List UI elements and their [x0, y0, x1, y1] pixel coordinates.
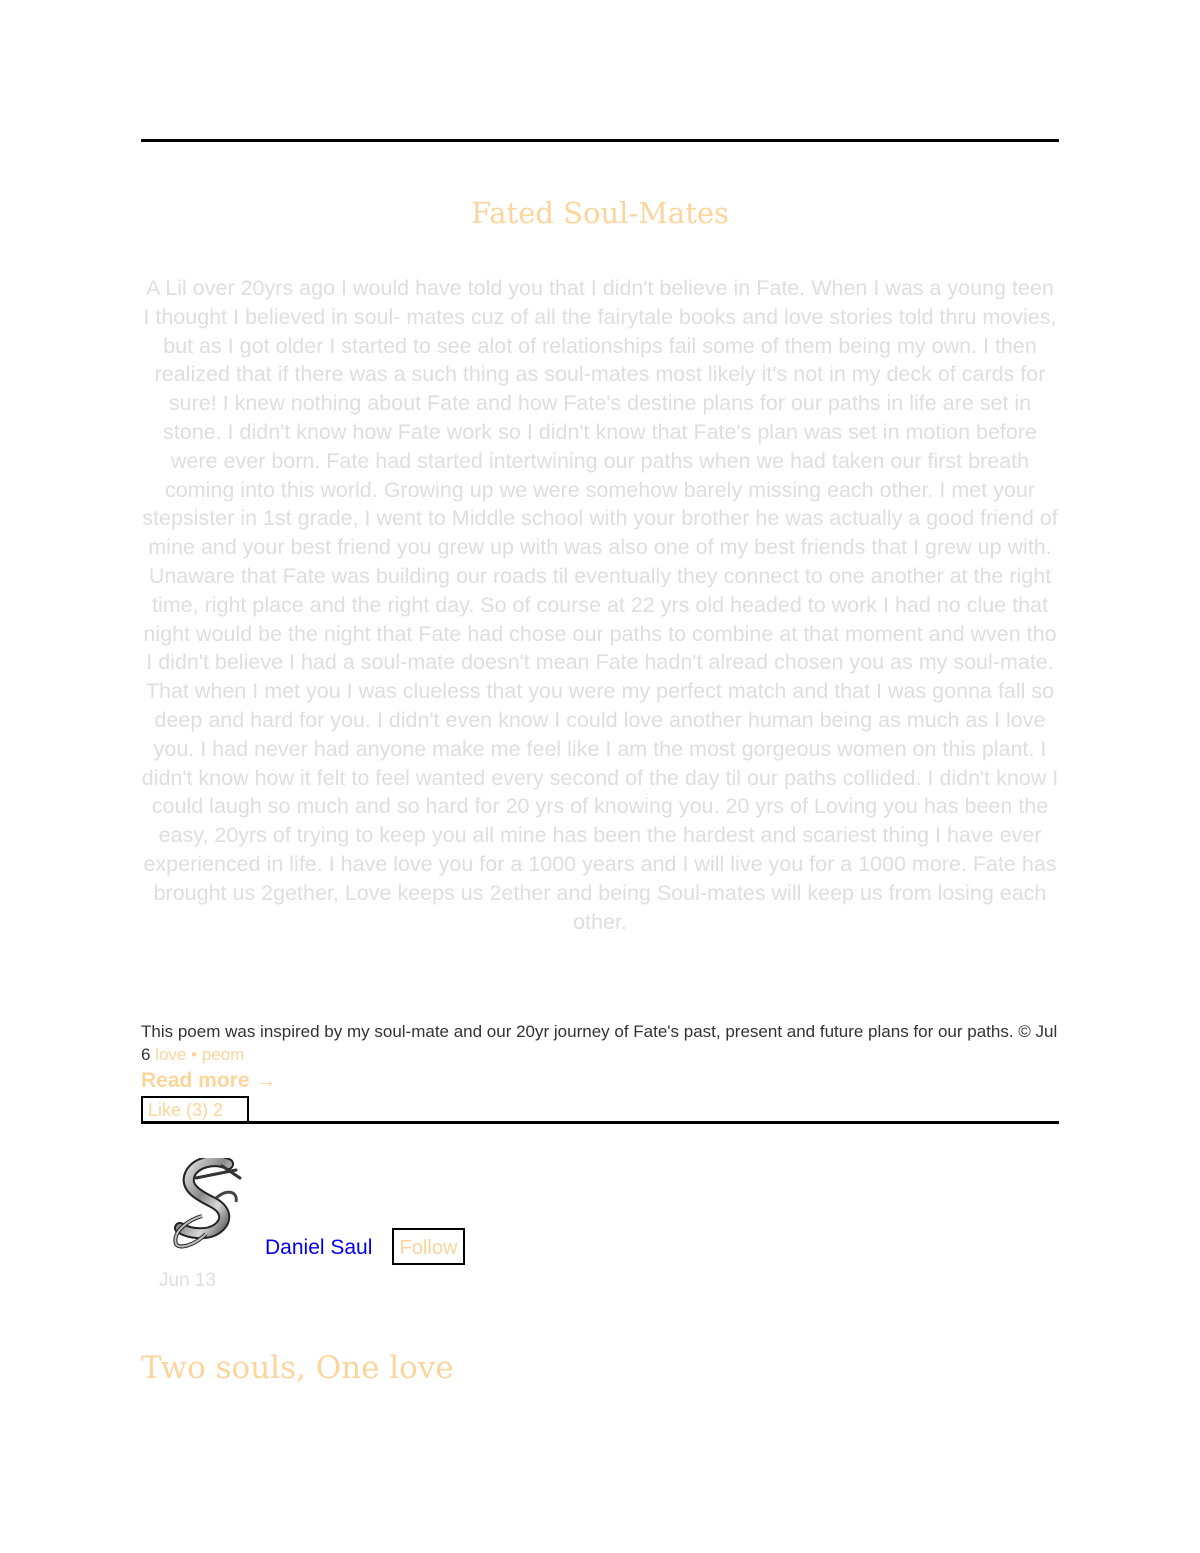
poem-body: A Lil over 20yrs ago I would have told you that I didn't believe in Fate. When I was a young teen I thought I believed in soul- mates cuz of all the fairytale books and love stories told thru movies, but as I got older I started to see alot of relationships fail some of them being my own. I then realized that if there was a such thing as soul-mates most likely it's not in my deck of cards for sure! I knew nothing about Fate and how Fate's destine plans for our paths in life are set in stone. I didn't know how Fate work so I didn't know that Fate's plan was set in motion before were ever born. Fate had started intertwining our paths when we had taken our first breath coming into this world. Growing up we were somehow barely missing each other. I met your stepsister in 1st grade, I went to Middle school with your brother he was actually a good friend of mine and your best friend you grew up with was also one of my best friends that I grew up with. Unaware that Fate was building our roads til eventually they connect to one another at the right time, right place and the right day. So of course at 22 yrs old headed to work I had no clue that night would be the night that Fate had chose our paths to combine at that moment and wven tho I didn't believe I had a soul-mate doesn't mean Fate hadn't alread chosen you as my soul-mate. That when I met you I was clueless that you were my perfect match and that I was gonna fall so deep and hard for you. I didn't even know I could love another human being as much as I love you. I had never had anyone make me feel like I am the most gorgeous women on this plant. I didn't know how it felt to feel wanted every second of the day til our paths collided. I didn't know I could laugh so much and so hard for 20 yrs of knowing you. 20 yrs of Loving you has been the easy, 20yrs of trying to keep you all mine has been the hardest and scariest thing I have ever experienced in life. I have love you for a 1000 years and I will live you for a 1000 more. Fate has brought us 2gether, Love keeps us 2ether and being Soul-mates will keep us from losing each other. [141, 276, 1059, 934]
read-more-link[interactable]: Read more → [141, 1069, 277, 1092]
author-avatar[interactable] [166, 1158, 254, 1250]
top-divider [141, 139, 1059, 142]
post-date: Jun 13 [159, 1270, 217, 1291]
tag-separator: • [191, 1044, 198, 1064]
author-name-link[interactable]: Daniel Saul [265, 1236, 373, 1259]
like-button[interactable]: Like (3) 2 [141, 1096, 249, 1124]
poem-footnote [141, 1021, 1059, 1066]
inspiration-text: This poem was inspired by my soul-mate and our 20yr journey of Fate's past, present and future plans for our paths. © Jul 6 [141, 1022, 1058, 1064]
next-post-title[interactable]: Two souls, One love [141, 1350, 454, 1386]
tag-peom[interactable]: peom [201, 1044, 245, 1064]
post-title[interactable]: Fated Soul-Mates [471, 196, 729, 230]
bottom-divider [141, 1121, 1059, 1124]
tag-love[interactable]: love [155, 1044, 187, 1064]
follow-button[interactable]: Follow [392, 1228, 465, 1265]
